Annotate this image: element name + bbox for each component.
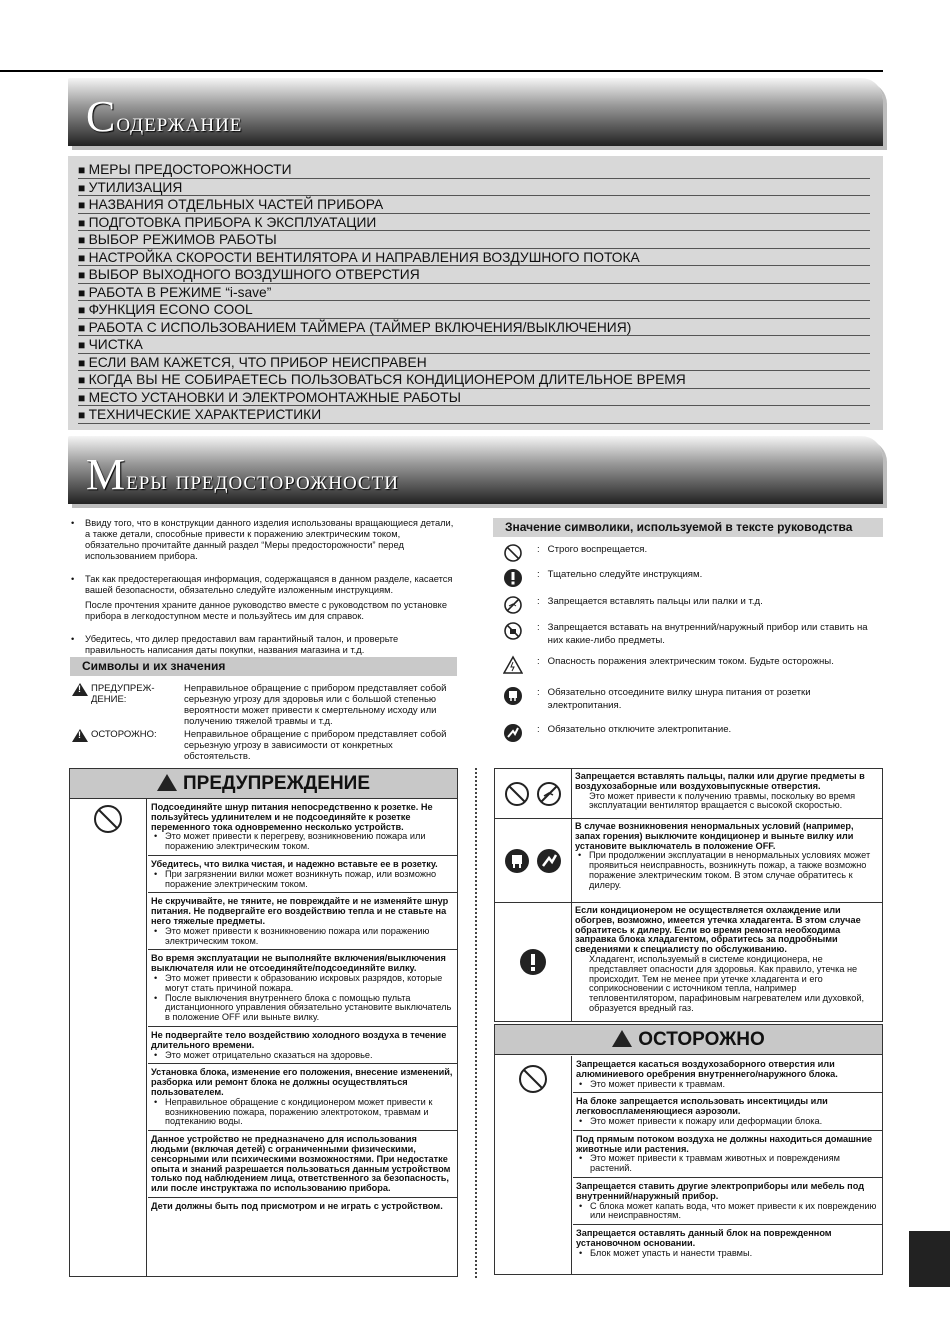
item-bullet: • Это может привести к травмам. (576, 1080, 879, 1090)
toc-banner (68, 78, 883, 146)
item-heading: Во время эксплуатации не выполняйте включения/выключения выключателя или не отсоединяйте/подсоединяйте вилку. (151, 953, 446, 974)
toc-item: ■ ЧИСТКА (78, 336, 870, 354)
warning-item (148, 950, 457, 1027)
unplug-icon (503, 686, 523, 706)
no-objects-icon (503, 621, 523, 641)
item-bullet: • После выключения внутреннего блока с помощью пульта дистанционного управления обязательно установите выключатель в положение OFF или выньте вилку. (151, 994, 454, 1023)
power-off-icon (503, 723, 523, 743)
toc-item: ■ ВЫБОР РЕЖИМОВ РАБОТЫ (78, 231, 870, 249)
toc-item: ■ КОГДА ВЫ НЕ СОБИРАЕТЕСЬ ПОЛЬЗОВАТЬСЯ КОНДИЦИОНЕРОМ ДЛИТЕЛЬНОЕ ВРЕМЯ (78, 371, 870, 389)
meaning-text: Запрещается вставлять пальцы или палки и т.д. (547, 596, 763, 607)
right-warning-row (495, 903, 882, 1021)
colon: : (537, 687, 540, 698)
icon-cell (495, 903, 572, 1021)
meaning-text: Обязательно отсоедините вилку шнура питания от розетки электропитания. (547, 687, 811, 711)
item-bullet: • Это может привести к возникновению пожара или поражению электрическим током. (151, 927, 454, 947)
item-note: Хладагент, используемый в системе кондиционера, не представляет опасности для здоровья. Как правило, утечка не происходит. Тем не менее при утечке хладагента и его соприкосновении с источником тепла, например тепловентилятором, парафиновым нагревателем или духовкой, образуется вредный газ. (589, 953, 865, 1013)
colon: : (537, 544, 540, 555)
caution-triangle-icon (612, 1030, 632, 1047)
toc-item: ■ ТЕХНИЧЕСКИЕ ХАРАКТЕРИСТИКИ (78, 406, 870, 424)
electric-shock-icon (503, 655, 523, 675)
item-heading: Запрещается касаться воздухозаборного отверстия или алюминиевого оребрения внутреннего/наружного блока. (576, 1059, 838, 1079)
icon-cell (495, 819, 572, 902)
item-bullet: • При загрязнении вилки может возникнуть пожар, или возможно поражение электрическим током. (151, 870, 454, 890)
warning-item (148, 856, 457, 893)
item-bullet: • Это может отрицательно сказаться на здоровье. (151, 1051, 454, 1061)
toc-panel (68, 156, 883, 430)
meaning-item (503, 686, 883, 712)
meaning-text: Обязательно отключите электропитание. (547, 724, 732, 735)
no-fingers-icon (536, 781, 562, 807)
caution-box-header (495, 1025, 882, 1055)
toc-item: ■ НАЗВАНИЯ ОТДЕЛЬНЫХ ЧАСТЕЙ ПРИБОРА (78, 196, 870, 214)
warning-item (573, 1178, 882, 1225)
warning-item (573, 1131, 882, 1178)
meaning-item (503, 655, 883, 675)
caution-triangle-icon (72, 729, 88, 742)
meaning-item (503, 621, 883, 647)
warning-box-header (70, 769, 457, 799)
toc-list (78, 161, 870, 424)
toc-title: Содержание (86, 92, 243, 141)
meaning-text: Запрещается вставать на внутренний/наружный прибор или ставить на них какие-либо предметы. (547, 622, 868, 646)
warning-triangle-icon (72, 683, 88, 696)
item-heading: Дети должны быть под присмотром и не играть с устройством. (151, 1200, 443, 1211)
symbol-caution-row (72, 729, 454, 762)
item-bullet: • Это может привести к пожару или деформации блока. (576, 1117, 879, 1127)
toc-item: ■ ЕСЛИ ВАМ КАЖЕТСЯ, ЧТО ПРИБОР НЕИСПРАВЕН (78, 354, 870, 372)
power-off-icon (536, 848, 562, 874)
warning-label: ПРЕДУПРЕЖ-ДЕНИЕ: (91, 683, 155, 705)
item-bullet: • Неправильное обращение с кондиционером может привести к возникновению пожара, поражению электротоком, травмам и подтеканию воды. (151, 1098, 454, 1127)
safety-banner (68, 436, 883, 504)
right-warning-row (495, 819, 882, 903)
right-warning-box (494, 768, 883, 1022)
item-heading: Если кондиционером не осуществляется охлаждение или обогрев, возможно, имеется утечка хладагента. В этом случае обратитесь к дилеру. Если во время ремонта необходима заправка блока хладагентом, обратитесь за подробными сведениями к специалисту по обслуживанию. (575, 905, 861, 955)
warning-item (148, 1027, 457, 1064)
warning-box-title: ПРЕДУПРЕЖДЕНИЕ (182, 773, 371, 794)
warning-item (573, 1225, 882, 1261)
meaning-text: Строго воспрещается. (547, 544, 648, 555)
caution-description: Неправильное обращение с прибором представляет собой серьезную угрозу в зависимости от конкретных обстоятельств. (184, 729, 447, 762)
prohibited-icon (503, 543, 523, 563)
item-heading: Данное устройство не предназначено для использования людьми (включая детей) с ограниченными физическими, сенсорными или психическими возможностями. При недостатке опыта и знаний разрешается пользоваться данным устройством только под наблюдением лица, ответственного за безопасность, или после инструктажа по использованию прибора. (151, 1134, 451, 1194)
symbols-heading: Символы и их значения (70, 657, 457, 676)
meaning-item (503, 568, 883, 588)
caution-icon-column (495, 1056, 572, 1274)
toc-item: ■ МЕСТО УСТАНОВКИ И ЭЛЕКТРОМОНТАЖНЫЕ РАБОТЫ (78, 389, 870, 407)
meaning-item (503, 723, 883, 743)
intro-paragraph: • Убедитесь, что дилер предоставил вам гарантийный талон, и проверьте правильность написания даты покупки, названия магазина и т.д. (70, 634, 456, 656)
meaning-heading: Значение символики, используемой в тексте руководства (493, 518, 883, 537)
caution-box-title: ОСТОРОЖНО (638, 1029, 765, 1050)
mandatory-icon (519, 948, 547, 976)
toc-item: ■ РАБОТА С ИСПОЛЬЗОВАНИЕМ ТАЙМЕРА (ТАЙМЕР ВКЛЮЧЕНИЯ/ВЫКЛЮЧЕНИЯ) (78, 319, 870, 337)
safety-title: Меры предосторожности (86, 450, 399, 499)
meaning-item (503, 595, 883, 615)
toc-item: ■ УТИЛИЗАЦИЯ (78, 179, 870, 197)
item-heading: Запрещается ставить другие электроприборы или мебель под внутренний/наружный прибор. (576, 1180, 865, 1201)
intro-paragraph: • Ввиду того, что в конструкции данного изделия использованы вращающиеся детали, а также детали, способные привести к поражению электрическим током, обязательно прочитайте данный раздел “Меры предосторожности” перед использованием прибора. (70, 518, 456, 562)
item-bullet: • С блока может капать вода, что может привести к их повреждению или неисправностям. (576, 1202, 879, 1222)
toc-item: ■ ВЫБОР ВЫХОДНОГО ВОЗДУШНОГО ОТВЕРСТИЯ (78, 266, 870, 284)
toc-item: ■ РАБОТА В РЕЖИМЕ “i-save” (78, 284, 870, 302)
warning-icon-column (70, 799, 147, 1276)
item-bullet: • Блок может упасть и нанести травмы. (576, 1249, 879, 1259)
colon: : (537, 596, 540, 607)
caution-items (573, 1056, 882, 1274)
item-heading: Запрещается вставлять пальцы, палки или другие предметы в воздухозаборные или воздуховыпускные отверстия. (575, 771, 865, 791)
prohibited-icon (70, 799, 147, 859)
intro-text (70, 518, 456, 668)
warning-triangle-icon (157, 774, 177, 791)
warning-item (573, 1093, 882, 1130)
warning-description: Неправильное обращение с прибором представляет собой серьезную угрозу для здоровья или с большой степенью вероятности может привести к смертельному исходу или получению тяжелой травмы и т.д. (184, 683, 447, 727)
item-heading: Убедитесь, что вилка чистая, и надежно вставьте ее в розетку. (151, 858, 438, 869)
meaning-item (503, 543, 883, 563)
warning-box (69, 768, 458, 1277)
caution-box (494, 1024, 883, 1275)
icon-cell (495, 769, 572, 818)
meaning-text: Опасность поражения электрическим током. Будьте осторожны. (547, 656, 834, 667)
warning-item (148, 1064, 457, 1131)
item-note: Это может привести к получению травмы, поскольку во время эксплуатации вентилятор вращается с высокой скоростью. (589, 790, 856, 811)
colon: : (537, 656, 540, 667)
toc-item: ■ МЕРЫ ПРЕДОСТОРОЖНОСТИ (78, 161, 870, 179)
symbol-warning-row (72, 683, 454, 727)
unplug-icon (504, 848, 530, 874)
colon: : (537, 622, 540, 633)
item-heading: Запрещается оставлять данный блок на поврежденном установочном основании. (576, 1228, 832, 1248)
item-heading: Под прямым потоком воздуха не должны находиться домашние животные или растения. (576, 1133, 873, 1154)
column-divider (475, 768, 477, 1278)
item-bullet: • Это может привести к травмам животных и повреждениям растений. (576, 1154, 879, 1174)
colon: : (537, 569, 540, 580)
prohibited-icon (495, 1056, 572, 1106)
colon: : (537, 724, 540, 735)
warning-item (148, 799, 457, 856)
item-heading: Не скручивайте, не тяните, не повреждайте и не изменяйте шнур питания. Не подвергайте его воздействию тепла и не ставьте на него тяжелые предметы. (151, 896, 449, 926)
warning-item (148, 1131, 457, 1198)
item-bullet: • Это может привести к перегреву, возникновению пожара или поражению электрическим током. (151, 832, 454, 852)
top-rule (0, 70, 883, 72)
meaning-text: Тщательно следуйте инструкциям. (547, 569, 703, 580)
no-fingers-icon (503, 595, 523, 615)
intro-paragraph: • Так как предостерегающая информация, содержащаяся в данном разделе, касается вашей безопасности, обязательно следуйте изложенным инструкциям. (70, 574, 456, 596)
item-bullet: • При продолжении эксплуатации в ненормальных условиях может проявиться неисправность, возникнуть пожар, а также возможно поражение электрическим током. В этом случае обратитесь к дилеру. (575, 851, 879, 890)
item-heading: На блоке запрещается использовать инсектициды или легковоспламеняющиеся аэрозоли. (576, 1096, 828, 1117)
item-bullet: • Это может привести к образованию искровых разрядов, которые могут стать причиной пожара. (151, 974, 454, 994)
item-heading: Не подвергайте тело воздействию холодного воздуха в течение длительного времени. (151, 1029, 447, 1050)
toc-item: ■ НАСТРОЙКА СКОРОСТИ ВЕНТИЛЯТОРА И НАПРАВЛЕНИЯ ВОЗДУШНОГО ПОТОКА (78, 249, 870, 267)
warning-item (148, 893, 457, 950)
mandatory-icon (503, 568, 523, 588)
item-heading: Подсоединяйте шнур питания непосредственно к розетке. Не пользуйтесь удлинителем и не подсоединяйте к розетке переменного тока одновременно несколько устройств. (151, 802, 433, 832)
warning-item (148, 1198, 457, 1215)
toc-item: ■ ФУНКЦИЯ ECONO COOL (78, 301, 870, 319)
caution-label: ОСТОРОЖНО: (91, 729, 157, 740)
warning-items (148, 799, 457, 1276)
warning-item (573, 1056, 882, 1093)
page-edge-tab (909, 1231, 950, 1287)
toc-item: ■ ПОДГОТОВКА ПРИБОРА К ЭКСПЛУАТАЦИИ (78, 214, 870, 232)
item-heading: Установка блока, изменение его положения, внесение изменений, разборка или ремонт блока не должны осуществляться пользователем. (151, 1067, 453, 1097)
right-warning-row (495, 769, 882, 819)
item-heading: В случае возникновения ненормальных условий (например, запах горения) выключите кондиционер и выньте вилку или установите выключатель в положение OFF. (575, 821, 854, 851)
intro-paragraph: После прочтения храните данное руководство вместе с руководством по установке прибора в легкодоступном месте и пользуйтесь им для справок. (85, 600, 447, 621)
prohibited-icon (504, 781, 530, 807)
